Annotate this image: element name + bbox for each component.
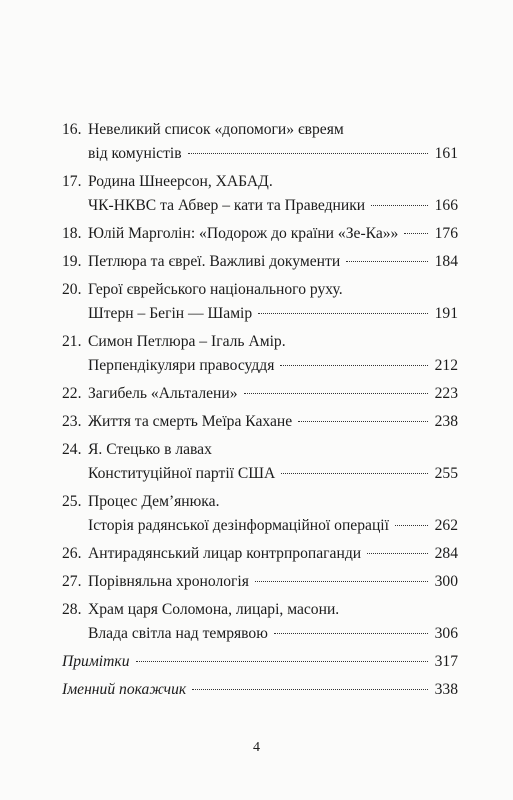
toc-entry-title: Загибель «Альталени» [88, 385, 238, 402]
toc-entry-title: Я. Стецько в лавах [88, 441, 212, 458]
toc-entry-number: 24. [62, 441, 82, 458]
toc-entry-page: 262 [434, 517, 458, 534]
dot-leader [192, 689, 428, 690]
toc-entry-title: Влада світла над темрявою [88, 625, 268, 642]
toc-entry-title: Перпендікуляри правосуддя [88, 357, 275, 374]
toc-entry[interactable] [62, 330, 458, 378]
toc-entry-number: 28. [62, 601, 82, 618]
toc-entry[interactable] [62, 278, 458, 326]
toc-entry-title: Храм царя Соломона, лицарі, масони. [88, 601, 340, 618]
toc-entry-number: 26. [62, 545, 82, 562]
toc-entry-number: 22. [62, 385, 82, 402]
toc-extra-title: Примітки [62, 653, 130, 670]
toc-entry-title: Петлюра та євреї. Важливі документи [88, 253, 341, 270]
toc-extra-page: 338 [434, 681, 458, 698]
toc-entry-page: 184 [434, 253, 458, 270]
toc-extra-title: Іменний покажчик [62, 681, 187, 698]
toc-entry-number: 27. [62, 573, 82, 590]
toc-entry-page: 212 [434, 357, 458, 374]
toc-entry[interactable] [62, 118, 458, 166]
toc-entry-number: 21. [62, 333, 82, 350]
toc-entry-page: 306 [434, 625, 458, 642]
toc-entry-page: 300 [434, 573, 458, 590]
toc-entry-page: 284 [434, 545, 458, 562]
dot-leader [404, 233, 428, 234]
dot-leader [274, 633, 428, 634]
toc-entry-title: Конституційної партії США [88, 465, 276, 482]
toc-entry[interactable] [62, 598, 458, 646]
dot-leader [281, 473, 428, 474]
dot-leader [136, 661, 429, 662]
toc-extra-page: 317 [434, 653, 458, 670]
toc-entry-title: Родина Шнеерсон, ХАБАД. [88, 173, 273, 190]
toc-entry-number: 18. [62, 225, 82, 242]
toc-entry-title: Герої єврейського національного руху. [88, 281, 343, 298]
toc-entry-title: Симон Петлюра – Ігаль Амір. [88, 333, 286, 350]
toc-entry[interactable] [62, 570, 458, 594]
toc-entry-number: 20. [62, 281, 82, 298]
dot-leader [395, 525, 428, 526]
toc-entry-number: 25. [62, 493, 82, 510]
dot-leader [244, 393, 428, 394]
toc-entry-title: ЧК-НКВС та Абвер – кати та Праведники [88, 197, 366, 214]
toc-entry-title: Невеликий список «допомоги» євреям [88, 121, 344, 138]
toc-entry-title: Порівняльна хронологія [88, 573, 249, 590]
toc-entry-page: 255 [434, 465, 458, 482]
toc-entry-title: Штерн – Бегін — Шамір [88, 305, 253, 322]
toc-entry[interactable] [62, 222, 458, 246]
toc-entry[interactable] [62, 542, 458, 566]
toc-entry[interactable] [62, 382, 458, 406]
dot-leader [367, 553, 428, 554]
toc-entry-title: Юлій Марголін: «Подорож до країни «Зе-Ка»» [88, 225, 399, 242]
toc-extra-entry[interactable] [62, 650, 458, 674]
toc-entry-page: 166 [434, 197, 458, 214]
toc-entry-title: Історія радянської дезінформаційної операції [88, 517, 389, 534]
toc-entry[interactable] [62, 250, 458, 274]
table-of-contents [62, 118, 458, 706]
toc-entry-title: Антирадянський лицар контрпропаганди [88, 545, 362, 562]
dot-leader [255, 581, 428, 582]
toc-entry[interactable] [62, 410, 458, 434]
toc-entry-page: 191 [434, 305, 458, 322]
toc-entry-title: від комуністів [88, 145, 182, 162]
dot-leader [280, 365, 428, 366]
toc-entry[interactable] [62, 438, 458, 486]
toc-entry[interactable] [62, 490, 458, 538]
toc-entry-number: 16. [62, 121, 82, 138]
toc-entry-number: 19. [62, 253, 82, 270]
dot-leader [371, 205, 428, 206]
toc-entry[interactable] [62, 170, 458, 218]
toc-entry-page: 161 [434, 145, 458, 162]
toc-entry-title: Процес Дем’янюка. [88, 493, 220, 510]
dot-leader [258, 313, 428, 314]
toc-entry-number: 17. [62, 173, 82, 190]
page-number: 4 [253, 740, 260, 755]
toc-extra-entry[interactable] [62, 678, 458, 702]
toc-entry-title: Життя та смерть Меїра Кахане [88, 413, 293, 430]
toc-entry-page: 223 [434, 385, 458, 402]
dot-leader [346, 261, 428, 262]
toc-entry-page: 238 [434, 413, 458, 430]
toc-entry-number: 23. [62, 413, 82, 430]
toc-entry-page: 176 [434, 225, 458, 242]
dot-leader [298, 421, 428, 422]
dot-leader [188, 153, 428, 154]
